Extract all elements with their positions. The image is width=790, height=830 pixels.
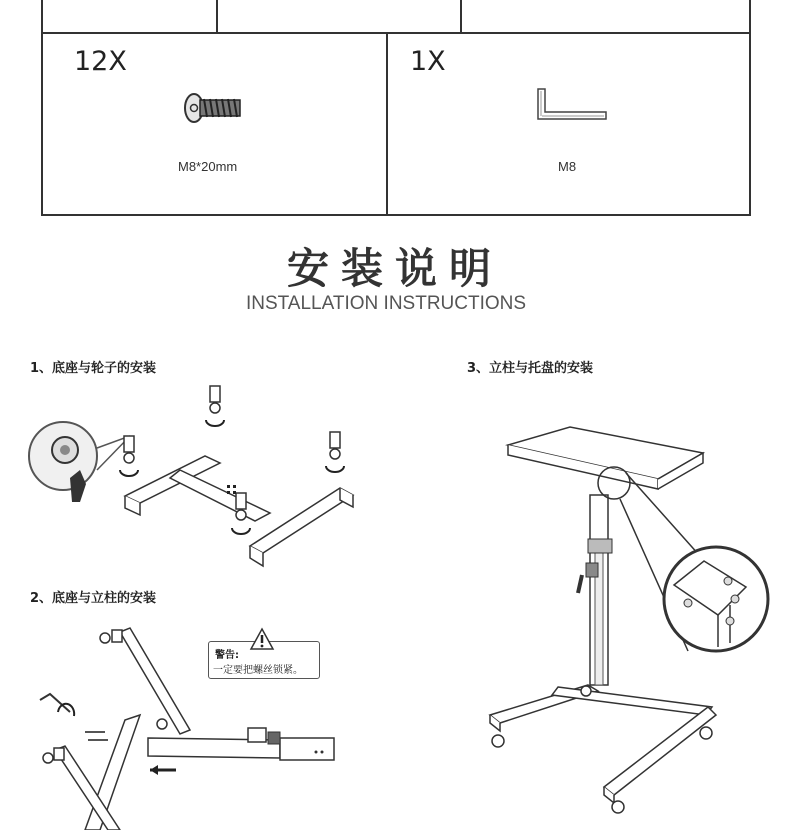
hex-key-quantity: 1X (410, 46, 446, 77)
warning-title: 警告: (215, 650, 239, 661)
step-3-label: 3、立柱与托盘的安装 (467, 361, 594, 376)
page-subtitle: INSTALLATION INSTRUCTIONS (245, 293, 527, 314)
hex-key-icon (528, 86, 608, 126)
screw-quantity: 12X (74, 46, 127, 77)
step-2-label: 2、底座与立柱的安装 (30, 591, 157, 606)
warning-icon (250, 628, 274, 650)
screw-icon (180, 90, 250, 130)
step-1-label: 1、底座与轮子的安装 (30, 361, 157, 376)
parts-table-top-row-right (460, 0, 751, 34)
parts-table-top-row-middle (216, 0, 462, 34)
screw-label: M8*20mm (178, 159, 238, 174)
hex-key-label: M8 (558, 159, 577, 174)
page-title: 安装说明 (286, 244, 503, 293)
step-3-illustration (478, 415, 778, 815)
parts-table-top-row-left (41, 0, 218, 34)
warning-text: 一定要把螺丝锁紧。 (213, 665, 303, 676)
step-1-illustration (20, 378, 380, 578)
